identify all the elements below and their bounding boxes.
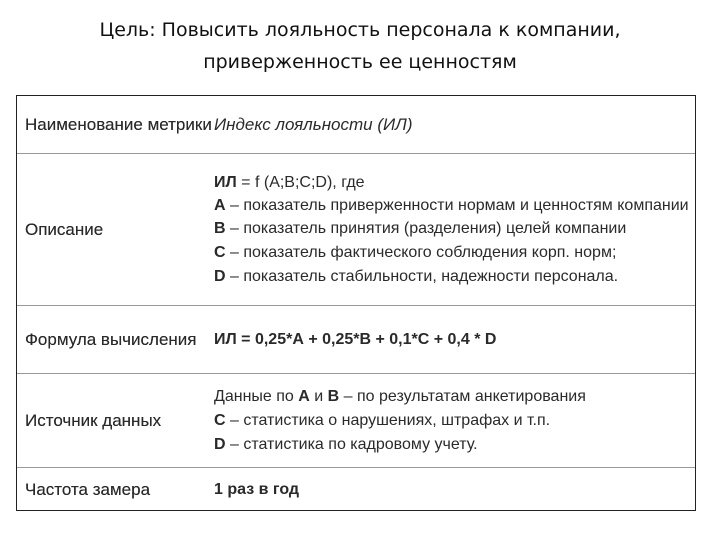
- row-source: [17, 374, 695, 468]
- label-source: Источник данных: [25, 410, 162, 430]
- value-description: [214, 154, 689, 305]
- row-metric-name: [17, 96, 695, 154]
- title-line-2: приверженность ее ценностям: [203, 51, 517, 73]
- metric-table: [16, 95, 696, 511]
- value-formula: [214, 306, 689, 373]
- description-line-2: А – показатель приверженности нормам и ценностям компании: [214, 196, 689, 214]
- description-line-1: ИЛ = f (A;B;C;D), где: [214, 173, 365, 191]
- value-source: [214, 374, 689, 467]
- label-description: Описание: [25, 219, 104, 239]
- value-metric-name: [214, 96, 689, 153]
- description-line-4: С – показатель фактического соблюдения корп. норм;: [214, 243, 617, 261]
- source-line-2: С – статистика о нарушениях, штрафах и т.п.: [214, 411, 551, 429]
- frequency-text: 1 раз в год: [214, 481, 300, 498]
- value-frequency: [214, 468, 689, 512]
- label-formula: Формула вычисления: [25, 329, 197, 349]
- title-line-1: Цель: Повысить лояльность персонала к компании,: [99, 19, 621, 41]
- description-line-5: D – показатель стабильности, надежности персонала.: [214, 267, 619, 285]
- metric-name-text: Индекс лояльности (ИЛ): [214, 114, 413, 134]
- formula-text: ИЛ = 0,25*А + 0,25*В + 0,1*С + 0,4 * D: [214, 330, 497, 348]
- source-line-1: Данные по А и В – по результатам анкетирования: [214, 387, 586, 405]
- row-formula: [17, 306, 695, 374]
- source-line-3: D – статистика по кадровому учету.: [214, 435, 478, 453]
- label-frequency: Частота замера: [25, 480, 151, 499]
- row-frequency: [17, 468, 695, 512]
- row-description: [17, 154, 695, 306]
- slide-title: [40, 14, 680, 78]
- label-metric-name: Наименование метрики: [25, 114, 212, 134]
- description-line-3: В – показатель принятия (разделения) целей компании: [214, 219, 627, 237]
